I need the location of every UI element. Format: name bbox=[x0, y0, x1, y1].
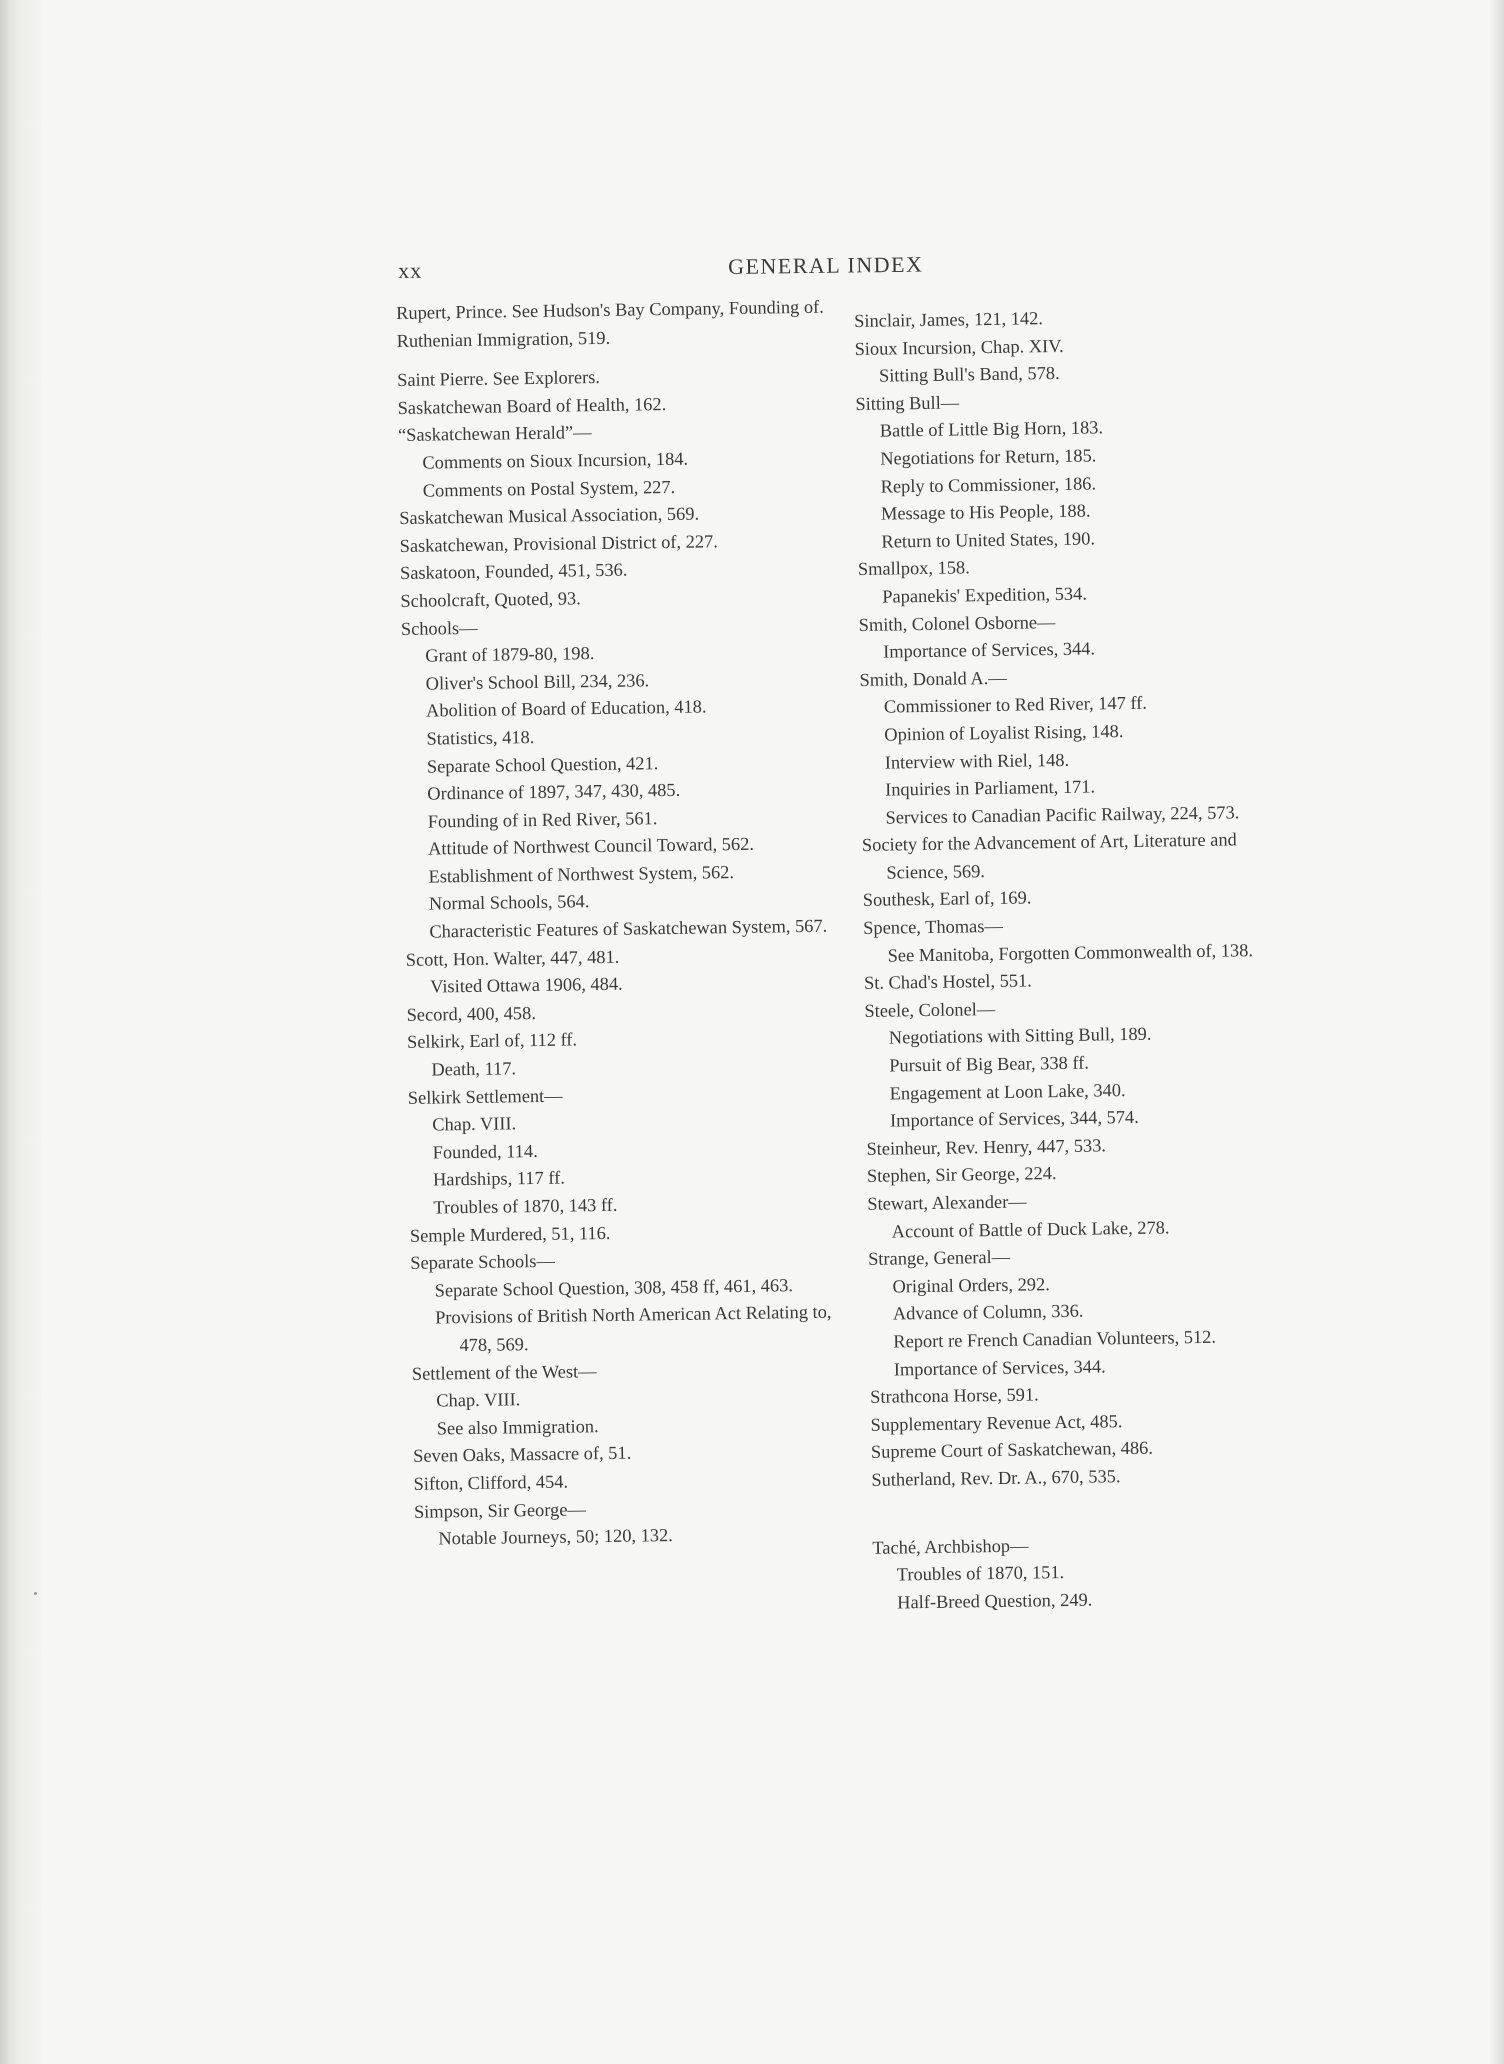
index-subentry: Battle of Little Big Horn, 183. bbox=[879, 417, 1104, 442]
index-subentry: Establishment of Northwest System, 562. bbox=[428, 861, 735, 887]
index-subentry: See Manitoba, Forgotten Commonwealth of, 138. bbox=[887, 939, 1254, 966]
index-subentry: Importance of Services, 344. bbox=[893, 1355, 1106, 1380]
index-subentry: Advance of Column, 336. bbox=[892, 1301, 1084, 1324]
index-subentry: Negotiations with Sitting Bull, 189. bbox=[888, 1024, 1152, 1048]
index-subentry: Hardships, 117 ff. bbox=[432, 1167, 565, 1190]
index-subentry: Inquiries in Parliament, 171. bbox=[885, 776, 1096, 800]
index-entry: Sinclair, James, 121, 142. bbox=[854, 308, 1044, 331]
index-subentry: Founded, 114. bbox=[432, 1140, 538, 1163]
index-entry: Saint Pierre. See Explorers. bbox=[397, 367, 601, 391]
index-subentry: Chap. VIII. bbox=[432, 1113, 517, 1135]
index-entry: Southesk, Earl of, 169. bbox=[862, 887, 1032, 911]
index-subentry: See also Immigration. bbox=[436, 1415, 599, 1439]
index-subentry: Account of Battle of Duck Lake, 278. bbox=[891, 1217, 1170, 1242]
index-subentry: Normal Schools, 564. bbox=[428, 891, 590, 915]
index-entry: Smith, Donald A.— bbox=[859, 667, 1007, 690]
index-entry: Strathcona Horse, 591. bbox=[870, 1384, 1039, 1408]
index-subentry: Importance of Services, 344, 574. bbox=[889, 1107, 1139, 1131]
index-subentry: Services to Canadian Pacific Railway, 224, 573. bbox=[885, 802, 1240, 828]
index-entry: Seven Oaks, Massacre of, 51. bbox=[413, 1442, 632, 1467]
index-subentry: Commissioner to Red River, 147 ff. bbox=[883, 693, 1148, 717]
index-entry: Supplementary Revenue Act, 485. bbox=[870, 1410, 1123, 1435]
index-entry: Taché, Archbishop— bbox=[872, 1535, 1029, 1558]
index-subentry: Return to United States, 190. bbox=[881, 528, 1096, 552]
index-subentry: Attitude of Northwest Council Toward, 562. bbox=[427, 834, 755, 859]
index-subentry: Pursuit of Big Bear, 338 ff. bbox=[889, 1052, 1090, 1076]
index-entry: Strange, General— bbox=[867, 1246, 1011, 1270]
index-entry: Schoolcraft, Quoted, 93. bbox=[400, 588, 581, 611]
index-subentry: Negotiations for Return, 185. bbox=[880, 445, 1097, 469]
index-subentry: Characteristic Features of Saskatchewan System, 567. bbox=[429, 915, 828, 942]
index-subentry: Visited Ottawa 1906, 484. bbox=[430, 973, 623, 997]
index-subentry: Oliver's School Bill, 234, 236. bbox=[425, 670, 650, 694]
index-entry: Saskatoon, Founded, 451, 536. bbox=[399, 559, 628, 584]
index-entry: Schools— bbox=[400, 617, 478, 639]
index-entry: Smith, Colonel Osborne— bbox=[858, 611, 1056, 635]
index-entry: St. Chad's Hostel, 551. bbox=[863, 970, 1032, 994]
index-entry: Sioux Incursion, Chap. XIV. bbox=[854, 335, 1064, 359]
index-entry: “Saskatchewan Herald”— bbox=[397, 422, 592, 446]
index-subentry: Message to His People, 188. bbox=[880, 500, 1091, 524]
index-entry: Sutherland, Rev. Dr. A., 670, 535. bbox=[871, 1466, 1121, 1490]
index-entry: Secord, 400, 458. bbox=[406, 1002, 536, 1025]
index-subentry: Grant of 1879-80, 198. bbox=[425, 643, 595, 666]
index-entry: Sitting Bull— bbox=[855, 392, 960, 414]
index-entry: Stewart, Alexander— bbox=[867, 1191, 1027, 1214]
index-entry: Saskatchewan Board of Health, 162. bbox=[397, 393, 667, 418]
page-number: xx bbox=[398, 257, 423, 283]
index-entry: Separate Schools— bbox=[410, 1250, 555, 1274]
index-subentry: Comments on Postal System, 227. bbox=[422, 476, 676, 501]
index-subentry: Troubles of 1870, 151. bbox=[896, 1562, 1065, 1585]
index-subentry: Troubles of 1870, 143 ff. bbox=[433, 1194, 618, 1218]
index-subentry: Interview with Riel, 148. bbox=[884, 749, 1070, 773]
index-subentry: Opinion of Loyalist Rising, 148. bbox=[884, 720, 1124, 745]
index-subentry: Report re French Canadian Volunteers, 512. bbox=[893, 1326, 1217, 1352]
index-subentry: Abolition of Board of Education, 418. bbox=[425, 696, 707, 721]
page-binding-shadow bbox=[0, 0, 42, 2064]
index-entry: Saskatchewan, Provisional District of, 227. bbox=[399, 531, 718, 556]
index-entry: Ruthenian Immigration, 519. bbox=[396, 327, 611, 351]
index-subentry: Chap. VIII. bbox=[436, 1389, 521, 1411]
index-subentry: Engagement at Loon Lake, 340. bbox=[889, 1079, 1126, 1104]
index-entry: Stephen, Sir George, 224. bbox=[866, 1163, 1057, 1187]
index-entry: Sifton, Clifford, 454. bbox=[413, 1471, 569, 1494]
index-entry: Saskatchewan Musical Association, 569. bbox=[399, 503, 700, 529]
index-entry: Spence, Thomas— bbox=[863, 915, 1003, 938]
index-subentry: Statistics, 418. bbox=[426, 726, 535, 749]
index-entry: Scott, Hon. Walter, 447, 481. bbox=[405, 946, 620, 970]
index-subentry: Sitting Bull's Band, 578. bbox=[878, 363, 1060, 386]
index-entry: Steinheur, Rev. Henry, 447, 533. bbox=[866, 1135, 1107, 1159]
index-subentry: Separate School Question, 308, 458 ff, 461, 463. bbox=[434, 1275, 794, 1301]
index-entry: Rupert, Prince. See Hudson's Bay Company, Founding of. bbox=[396, 296, 824, 323]
page-header bbox=[398, 251, 950, 292]
index-entry: Supreme Court of Saskatchewan, 486. bbox=[870, 1438, 1154, 1463]
index-subentry: Separate School Question, 421. bbox=[426, 752, 659, 777]
index-entry: Semple Murdered, 51, 116. bbox=[409, 1222, 611, 1246]
scan-blemish bbox=[34, 1592, 37, 1595]
index-entry: Simpson, Sir George— bbox=[413, 1498, 586, 1522]
index-subentry: Original Orders, 292. bbox=[892, 1273, 1050, 1297]
index-entry: Smallpox, 158. bbox=[857, 557, 970, 580]
index-column-right bbox=[854, 301, 1313, 1617]
index-subentry: Importance of Services, 344. bbox=[882, 638, 1096, 662]
index-entry: Society for the Advancement of Art, Literature and Science, 569. bbox=[861, 829, 1237, 883]
index-entry: Selkirk, Earl of, 112 ff. bbox=[406, 1029, 578, 1053]
index-entry: Steele, Colonel— bbox=[864, 998, 996, 1021]
index-subentry: Founding of in Red River, 561. bbox=[427, 807, 658, 832]
index-subentry: Ordinance of 1897, 347, 430, 485. bbox=[427, 779, 681, 804]
index-column-left bbox=[396, 293, 855, 1553]
page-right-edge bbox=[1490, 0, 1504, 2064]
index-subentry: Reply to Commissioner, 186. bbox=[880, 472, 1097, 497]
index-subentry: Death, 117. bbox=[431, 1058, 517, 1080]
index-subentry: Comments on Sioux Incursion, 184. bbox=[422, 448, 689, 473]
index-subentry: Notable Journeys, 50; 120, 132. bbox=[438, 1525, 673, 1549]
index-subentry: Half-Breed Question, 249. bbox=[897, 1589, 1093, 1613]
running-head: GENERAL INDEX bbox=[727, 251, 924, 279]
index-entry: Settlement of the West— bbox=[411, 1360, 597, 1384]
index-entry: Selkirk Settlement— bbox=[407, 1085, 563, 1108]
index-subentry: Provisions of British North American Act Relating to, 478, 569. bbox=[434, 1302, 832, 1356]
index-subentry: Papanekis' Expedition, 534. bbox=[882, 583, 1087, 607]
